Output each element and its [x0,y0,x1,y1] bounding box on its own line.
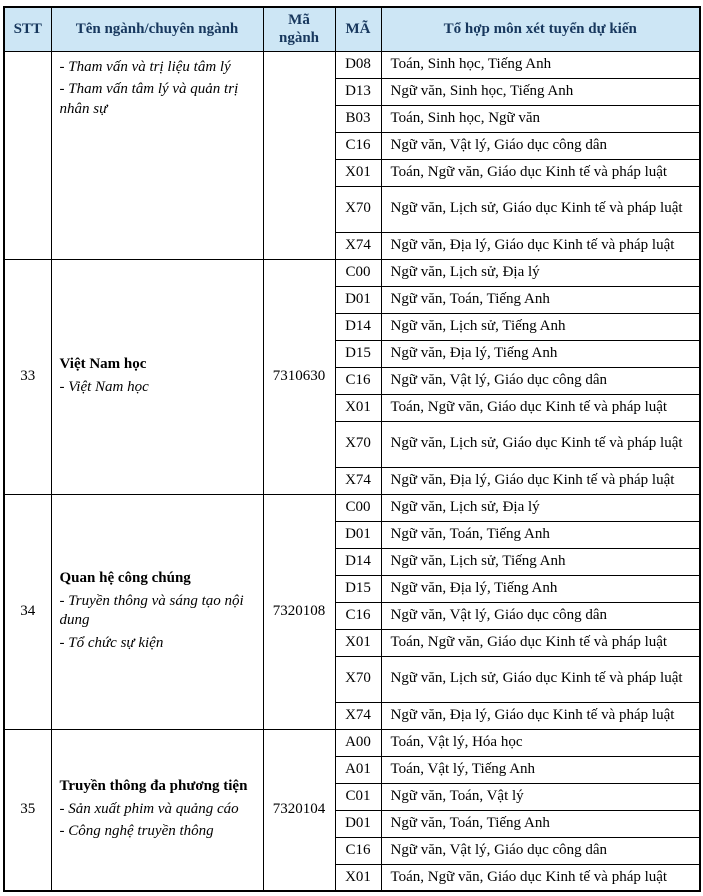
stt-cell: 35 [4,729,51,891]
subjects-cell: Ngữ văn, Địa lý, Giáo dục Kinh tế và pháp luật [381,467,700,494]
table-row [4,51,700,78]
stt-cell: 34 [4,494,51,729]
major-name: Việt Nam học [59,356,147,372]
combo-code-cell: C00 [335,494,381,521]
major-cell [51,51,263,259]
major-name: Quan hệ công chúng [59,570,191,586]
sub-major-name: - Tham vấn và trị liệu tâm lý [59,58,231,75]
stt-cell: 33 [4,259,51,494]
combo-code-cell: C16 [335,367,381,394]
sub-major-name: - Việt Nam học [59,378,149,395]
combo-code-cell: A01 [335,756,381,783]
admissions-table-body [4,51,700,891]
sub-major-name: - Tham vấn tâm lý và quản trị nhân sự [59,81,239,117]
combo-code-cell: C16 [335,132,381,159]
combo-code-cell: D15 [335,575,381,602]
combo-code-cell: C01 [335,783,381,810]
major-cell [51,259,263,494]
subjects-cell: Ngữ văn, Toán, Tiếng Anh [381,810,700,837]
admissions-table [3,6,701,892]
combo-code-cell: X74 [335,467,381,494]
sub-major-name: - Tổ chức sự kiện [59,634,164,651]
combo-code-cell: X01 [335,629,381,656]
table-row [4,729,700,756]
table-row [4,494,700,521]
combo-code-cell: X01 [335,394,381,421]
sub-major-name: - Truyền thông và sáng tạo nội dung [59,592,244,628]
subjects-cell: Toán, Ngữ văn, Giáo dục Kinh tế và pháp luật [381,864,700,891]
subjects-cell: Ngữ văn, Lịch sử, Địa lý [381,494,700,521]
subjects-cell: Toán, Ngữ văn, Giáo dục Kinh tế và pháp luật [381,394,700,421]
header-combo-code: MÃ [335,7,381,51]
subjects-cell: Toán, Vật lý, Hóa học [381,729,700,756]
subjects-cell: Ngữ văn, Địa lý, Giáo dục Kinh tế và pháp luật [381,702,700,729]
combo-code-cell: A00 [335,729,381,756]
table-header [4,7,700,51]
combo-code-cell: D08 [335,51,381,78]
subjects-cell: Ngữ văn, Sinh học, Tiếng Anh [381,78,700,105]
subjects-cell: Ngữ văn, Lịch sử, Giáo dục Kinh tế và pháp luật [381,186,700,232]
subjects-cell: Ngữ văn, Vật lý, Giáo dục công dân [381,132,700,159]
combo-code-cell: D01 [335,810,381,837]
subjects-cell: Ngữ văn, Lịch sử, Giáo dục Kinh tế và pháp luật [381,421,700,467]
combo-code-cell: X70 [335,186,381,232]
combo-code-cell: D01 [335,286,381,313]
combo-code-cell: D14 [335,313,381,340]
major-cell [51,494,263,729]
table-row [4,259,700,286]
subjects-cell: Toán, Ngữ văn, Giáo dục Kinh tế và pháp luật [381,629,700,656]
subjects-cell: Toán, Sinh học, Ngữ văn [381,105,700,132]
subjects-cell: Ngữ văn, Lịch sử, Tiếng Anh [381,313,700,340]
major-code-cell: 7320108 [263,494,335,729]
combo-code-cell: C00 [335,259,381,286]
major-code-cell [263,51,335,259]
combo-code-cell: X74 [335,702,381,729]
combo-code-cell: D13 [335,78,381,105]
sub-major-name: - Sản xuất phim và quảng cáo [59,800,239,817]
subjects-cell: Ngữ văn, Địa lý, Giáo dục Kinh tế và pháp luật [381,232,700,259]
combo-code-cell: D15 [335,340,381,367]
subjects-cell: Ngữ văn, Lịch sử, Địa lý [381,259,700,286]
subjects-cell: Ngữ văn, Vật lý, Giáo dục công dân [381,602,700,629]
combo-code-cell: X01 [335,864,381,891]
subjects-cell: Ngữ văn, Địa lý, Tiếng Anh [381,340,700,367]
combo-code-cell: X70 [335,656,381,702]
stt-cell [4,51,51,259]
combo-code-cell: C16 [335,837,381,864]
combo-code-cell: X74 [335,232,381,259]
major-code-cell: 7310630 [263,259,335,494]
subjects-cell: Ngữ văn, Toán, Vật lý [381,783,700,810]
subjects-cell: Ngữ văn, Lịch sử, Tiếng Anh [381,548,700,575]
header-major-code: Mã ngành [263,7,335,51]
header-major: Tên ngành/chuyên ngành [51,7,263,51]
subjects-cell: Ngữ văn, Lịch sử, Giáo dục Kinh tế và pháp luật [381,656,700,702]
subjects-cell: Ngữ văn, Toán, Tiếng Anh [381,521,700,548]
major-cell [51,729,263,891]
subjects-cell: Ngữ văn, Toán, Tiếng Anh [381,286,700,313]
major-code-cell: 7320104 [263,729,335,891]
combo-code-cell: D14 [335,548,381,575]
combo-code-cell: X01 [335,159,381,186]
subjects-cell: Ngữ văn, Địa lý, Tiếng Anh [381,575,700,602]
combo-code-cell: B03 [335,105,381,132]
subjects-cell: Toán, Vật lý, Tiếng Anh [381,756,700,783]
header-row [4,7,700,51]
combo-code-cell: C16 [335,602,381,629]
subjects-cell: Ngữ văn, Vật lý, Giáo dục công dân [381,837,700,864]
combo-code-cell: X70 [335,421,381,467]
combo-code-cell: D01 [335,521,381,548]
header-stt: STT [4,7,51,51]
sub-major-name: - Công nghệ truyền thông [59,823,214,839]
subjects-cell: Toán, Ngữ văn, Giáo dục Kinh tế và pháp luật [381,159,700,186]
header-subject-combo: Tổ hợp môn xét tuyển dự kiến [381,7,700,51]
subjects-cell: Ngữ văn, Vật lý, Giáo dục công dân [381,367,700,394]
major-name: Truyền thông đa phương tiện [59,778,248,794]
subjects-cell: Toán, Sinh học, Tiếng Anh [381,51,700,78]
